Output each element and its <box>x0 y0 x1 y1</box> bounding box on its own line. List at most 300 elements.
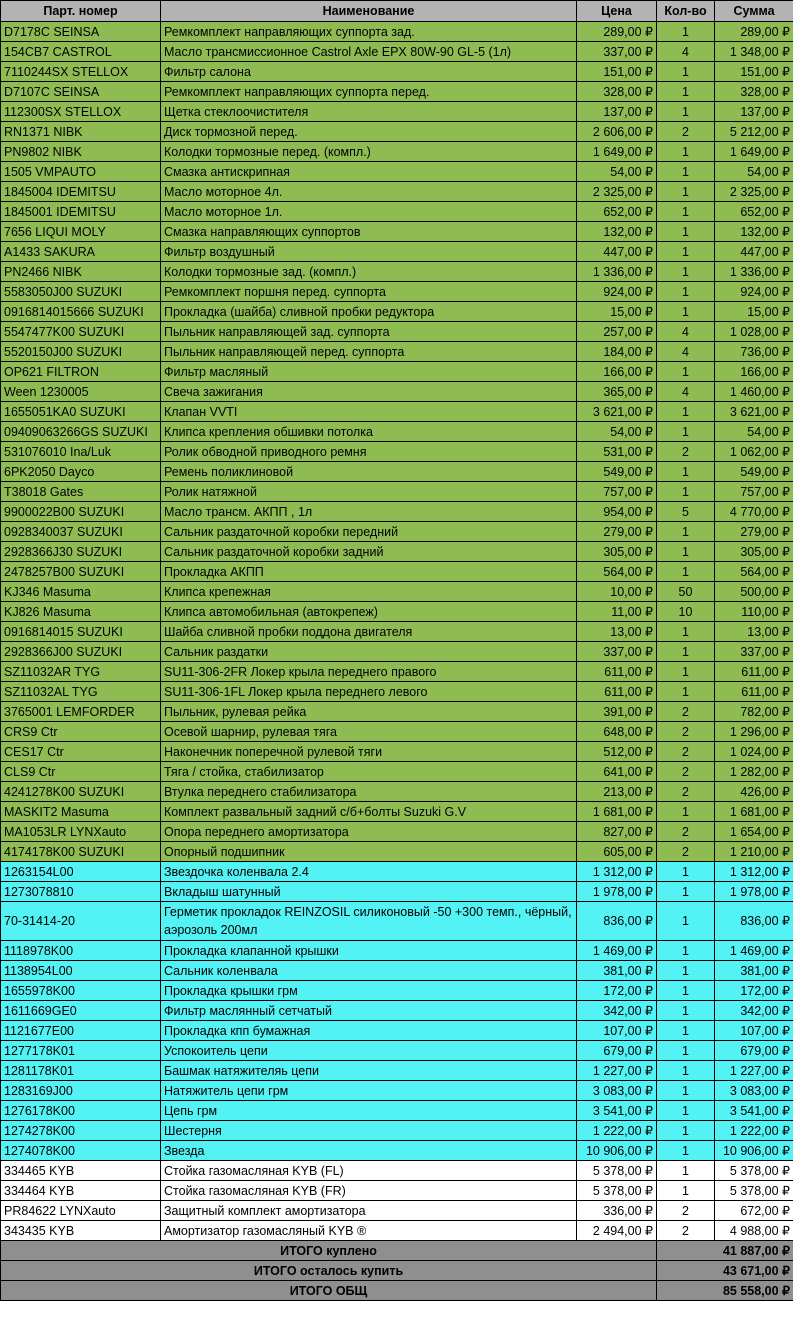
cell-name: Прокладка АКПП <box>161 562 577 582</box>
cell-name: Ремень поликлиновой <box>161 462 577 482</box>
table-row <box>1 462 793 482</box>
cell-qty: 1 <box>657 882 715 902</box>
table-row <box>1 422 793 442</box>
cell-name: Ролик обводной приводного ремня <box>161 442 577 462</box>
cell-price: 3 541,00 ₽ <box>577 1101 657 1121</box>
cell-part-number: 1274078K00 <box>1 1141 161 1161</box>
cell-qty: 1 <box>657 542 715 562</box>
cell-part-number: 112300SX STELLOX <box>1 102 161 122</box>
cell-sum: 4 988,00 ₽ <box>715 1221 793 1241</box>
cell-part-number: RN1371 NIBK <box>1 122 161 142</box>
cell-part-number: 1655051KA0 SUZUKI <box>1 402 161 422</box>
cell-name: Пыльник, рулевая рейка <box>161 702 577 722</box>
table-row <box>1 1061 793 1081</box>
cell-name: Сальник раздатки <box>161 642 577 662</box>
cell-sum: 172,00 ₽ <box>715 981 793 1001</box>
cell-price: 137,00 ₽ <box>577 102 657 122</box>
cell-name: Свеча зажигания <box>161 382 577 402</box>
cell-sum: 166,00 ₽ <box>715 362 793 382</box>
cell-sum: 337,00 ₽ <box>715 642 793 662</box>
cell-sum: 1 024,00 ₽ <box>715 742 793 762</box>
table-row <box>1 602 793 622</box>
cell-name: SU11-306-2FR Локер крыла переднего правого <box>161 662 577 682</box>
cell-price: 1 978,00 ₽ <box>577 882 657 902</box>
cell-sum: 1 282,00 ₽ <box>715 762 793 782</box>
cell-sum: 151,00 ₽ <box>715 62 793 82</box>
table-row <box>1 981 793 1001</box>
cell-sum: 1 062,00 ₽ <box>715 442 793 462</box>
totals-body <box>1 1241 793 1301</box>
cell-price: 1 649,00 ₽ <box>577 142 657 162</box>
table-row <box>1 961 793 981</box>
cell-price: 1 681,00 ₽ <box>577 802 657 822</box>
cell-sum: 1 978,00 ₽ <box>715 882 793 902</box>
cell-part-number: 7656 LIQUI MOLY <box>1 222 161 242</box>
cell-name: Ремкомплект направляющих суппорта перед. <box>161 82 577 102</box>
header-name: Наименование <box>161 1 577 22</box>
cell-qty: 2 <box>657 702 715 722</box>
cell-name: Диск тормозной перед. <box>161 122 577 142</box>
table-row <box>1 1141 793 1161</box>
table-body <box>1 22 793 1241</box>
cell-name: Шестерня <box>161 1121 577 1141</box>
cell-name: Опорный подшипник <box>161 842 577 862</box>
cell-part-number: MA1053LR LYNXauto <box>1 822 161 842</box>
cell-qty: 1 <box>657 1181 715 1201</box>
table-row <box>1 1121 793 1141</box>
cell-sum: 924,00 ₽ <box>715 282 793 302</box>
table-row <box>1 842 793 862</box>
cell-part-number: PR84622 LYNXauto <box>1 1201 161 1221</box>
cell-part-number: CES17 Ctr <box>1 742 161 762</box>
table-row <box>1 142 793 162</box>
cell-sum: 1 649,00 ₽ <box>715 142 793 162</box>
cell-part-number: 9900022B00 SUZUKI <box>1 502 161 522</box>
cell-price: 924,00 ₽ <box>577 282 657 302</box>
cell-sum: 426,00 ₽ <box>715 782 793 802</box>
cell-part-number: 0928340037 SUZUKI <box>1 522 161 542</box>
header-row <box>1 1 793 22</box>
table-row <box>1 262 793 282</box>
cell-name: Клипса автомобильная (автокрепеж) <box>161 602 577 622</box>
header-price: Цена <box>577 1 657 22</box>
header-qty: Кол-во <box>657 1 715 22</box>
cell-sum: 1 460,00 ₽ <box>715 382 793 402</box>
cell-sum: 611,00 ₽ <box>715 662 793 682</box>
cell-sum: 3 541,00 ₽ <box>715 1101 793 1121</box>
cell-name: Клипса крепежная <box>161 582 577 602</box>
cell-qty: 2 <box>657 1221 715 1241</box>
cell-part-number: 1505 VMPAUTO <box>1 162 161 182</box>
cell-sum: 54,00 ₽ <box>715 162 793 182</box>
cell-qty: 1 <box>657 1141 715 1161</box>
cell-price: 757,00 ₽ <box>577 482 657 502</box>
cell-qty: 1 <box>657 902 715 941</box>
cell-qty: 1 <box>657 662 715 682</box>
cell-qty: 1 <box>657 402 715 422</box>
cell-price: 611,00 ₽ <box>577 662 657 682</box>
cell-sum: 836,00 ₽ <box>715 902 793 941</box>
cell-name: Цепь грм <box>161 1101 577 1121</box>
table-row <box>1 742 793 762</box>
cell-name: Масло трансм. АКПП , 1л <box>161 502 577 522</box>
cell-price: 365,00 ₽ <box>577 382 657 402</box>
cell-price: 342,00 ₽ <box>577 1001 657 1021</box>
cell-sum: 289,00 ₽ <box>715 22 793 42</box>
cell-sum: 110,00 ₽ <box>715 602 793 622</box>
table-row <box>1 862 793 882</box>
cell-name: Осевой шарнир, рулевая тяга <box>161 722 577 742</box>
total-row <box>1 1241 793 1261</box>
cell-part-number: KJ346 Masuma <box>1 582 161 602</box>
cell-part-number: SZ11032AL TYG <box>1 682 161 702</box>
cell-sum: 1 348,00 ₽ <box>715 42 793 62</box>
cell-part-number: CRS9 Ctr <box>1 722 161 742</box>
cell-price: 1 312,00 ₽ <box>577 862 657 882</box>
cell-part-number: 1283169J00 <box>1 1081 161 1101</box>
cell-qty: 1 <box>657 682 715 702</box>
cell-qty: 1 <box>657 162 715 182</box>
cell-part-number: 343435 KYB <box>1 1221 161 1241</box>
cell-name: Звездочка коленвала 2.4 <box>161 862 577 882</box>
cell-name: Прокладка крышки грм <box>161 981 577 1001</box>
cell-sum: 500,00 ₽ <box>715 582 793 602</box>
cell-price: 107,00 ₽ <box>577 1021 657 1041</box>
cell-part-number: OP621 FILTRON <box>1 362 161 382</box>
cell-price: 166,00 ₽ <box>577 362 657 382</box>
cell-qty: 2 <box>657 442 715 462</box>
cell-sum: 5 212,00 ₽ <box>715 122 793 142</box>
table-row <box>1 802 793 822</box>
table-row <box>1 702 793 722</box>
table-row <box>1 242 793 262</box>
cell-sum: 1 210,00 ₽ <box>715 842 793 862</box>
table-row <box>1 182 793 202</box>
cell-price: 11,00 ₽ <box>577 602 657 622</box>
cell-price: 172,00 ₽ <box>577 981 657 1001</box>
table-row <box>1 382 793 402</box>
cell-qty: 2 <box>657 762 715 782</box>
cell-price: 605,00 ₽ <box>577 842 657 862</box>
cell-name: Тяга / стойка, стабилизатор <box>161 762 577 782</box>
cell-price: 1 227,00 ₽ <box>577 1061 657 1081</box>
cell-price: 5 378,00 ₽ <box>577 1161 657 1181</box>
cell-name: Башмак натяжителяь цепи <box>161 1061 577 1081</box>
cell-sum: 3 621,00 ₽ <box>715 402 793 422</box>
cell-part-number: 1845004 IDEMITSU <box>1 182 161 202</box>
cell-name: Сальник раздаточной коробки задний <box>161 542 577 562</box>
cell-qty: 1 <box>657 1001 715 1021</box>
cell-name: Фильтр масляный <box>161 362 577 382</box>
cell-qty: 2 <box>657 722 715 742</box>
cell-price: 1 469,00 ₽ <box>577 941 657 961</box>
cell-qty: 1 <box>657 1061 715 1081</box>
table-row <box>1 902 793 941</box>
cell-name: Фильтр воздушный <box>161 242 577 262</box>
cell-sum: 1 681,00 ₽ <box>715 802 793 822</box>
cell-part-number: SZ11032AR TYG <box>1 662 161 682</box>
cell-part-number: 1611669GE0 <box>1 1001 161 1021</box>
cell-sum: 279,00 ₽ <box>715 522 793 542</box>
cell-price: 10,00 ₽ <box>577 582 657 602</box>
cell-sum: 447,00 ₽ <box>715 242 793 262</box>
cell-price: 54,00 ₽ <box>577 162 657 182</box>
cell-price: 337,00 ₽ <box>577 642 657 662</box>
table-row <box>1 202 793 222</box>
cell-price: 15,00 ₽ <box>577 302 657 322</box>
cell-sum: 137,00 ₽ <box>715 102 793 122</box>
cell-part-number: 2928366J00 SUZUKI <box>1 642 161 662</box>
table-row <box>1 941 793 961</box>
cell-part-number: 334465 KYB <box>1 1161 161 1181</box>
cell-sum: 5 378,00 ₽ <box>715 1161 793 1181</box>
cell-price: 3 083,00 ₽ <box>577 1081 657 1101</box>
cell-part-number: D7107C SEINSA <box>1 82 161 102</box>
cell-part-number: 5547477K00 SUZUKI <box>1 322 161 342</box>
cell-price: 531,00 ₽ <box>577 442 657 462</box>
cell-price: 611,00 ₽ <box>577 682 657 702</box>
cell-name: Защитный комплект амортизатора <box>161 1201 577 1221</box>
cell-qty: 1 <box>657 222 715 242</box>
cell-part-number: 70-31414-20 <box>1 902 161 941</box>
cell-qty: 4 <box>657 42 715 62</box>
cell-qty: 1 <box>657 262 715 282</box>
cell-part-number: 1273078810 <box>1 882 161 902</box>
table-row <box>1 1221 793 1241</box>
cell-qty: 2 <box>657 122 715 142</box>
cell-qty: 1 <box>657 1101 715 1121</box>
cell-qty: 10 <box>657 602 715 622</box>
cell-name: Прокладка кпп бумажная <box>161 1021 577 1041</box>
cell-qty: 1 <box>657 622 715 642</box>
cell-name: Наконечник поперечной рулевой тяги <box>161 742 577 762</box>
cell-sum: 1 296,00 ₽ <box>715 722 793 742</box>
cell-part-number: 6PK2050 Dayco <box>1 462 161 482</box>
cell-part-number: 154CB7 CASTROL <box>1 42 161 62</box>
table-row <box>1 722 793 742</box>
cell-sum: 1 222,00 ₽ <box>715 1121 793 1141</box>
table-row <box>1 482 793 502</box>
table-row <box>1 882 793 902</box>
cell-qty: 2 <box>657 782 715 802</box>
cell-price: 54,00 ₽ <box>577 422 657 442</box>
cell-name: Фильтр салона <box>161 62 577 82</box>
cell-name: Пыльник направляющей зад. суппорта <box>161 322 577 342</box>
cell-name: Ролик натяжной <box>161 482 577 502</box>
cell-qty: 50 <box>657 582 715 602</box>
cell-qty: 1 <box>657 1161 715 1181</box>
cell-sum: 1 654,00 ₽ <box>715 822 793 842</box>
cell-qty: 1 <box>657 1021 715 1041</box>
cell-name: Пыльник направляющей перед. суппорта <box>161 342 577 362</box>
cell-price: 836,00 ₽ <box>577 902 657 941</box>
table-row <box>1 102 793 122</box>
cell-sum: 672,00 ₽ <box>715 1201 793 1221</box>
cell-qty: 1 <box>657 482 715 502</box>
cell-price: 391,00 ₽ <box>577 702 657 722</box>
table-row <box>1 302 793 322</box>
table-row <box>1 282 793 302</box>
table-row <box>1 682 793 702</box>
table-row <box>1 82 793 102</box>
cell-name: Стойка газомасляная KYB (FR) <box>161 1181 577 1201</box>
cell-sum: 1 312,00 ₽ <box>715 862 793 882</box>
table-row <box>1 162 793 182</box>
cell-sum: 342,00 ₽ <box>715 1001 793 1021</box>
cell-part-number: 0916814015 SUZUKI <box>1 622 161 642</box>
cell-qty: 1 <box>657 1081 715 1101</box>
cell-part-number: MASKIT2 Masuma <box>1 802 161 822</box>
table-row <box>1 1181 793 1201</box>
table-row <box>1 822 793 842</box>
cell-sum: 10 906,00 ₽ <box>715 1141 793 1161</box>
cell-price: 3 621,00 ₽ <box>577 402 657 422</box>
cell-qty: 2 <box>657 1201 715 1221</box>
cell-sum: 549,00 ₽ <box>715 462 793 482</box>
cell-sum: 736,00 ₽ <box>715 342 793 362</box>
table-row <box>1 222 793 242</box>
cell-name: Успокоитель цепи <box>161 1041 577 1061</box>
cell-qty: 1 <box>657 242 715 262</box>
cell-price: 132,00 ₽ <box>577 222 657 242</box>
cell-qty: 1 <box>657 862 715 882</box>
cell-name: Масло моторное 4л. <box>161 182 577 202</box>
cell-name: Комплект развальный задний с/б+болты Suzuki G.V <box>161 802 577 822</box>
table-row <box>1 322 793 342</box>
cell-part-number: 4241278K00 SUZUKI <box>1 782 161 802</box>
cell-sum: 611,00 ₽ <box>715 682 793 702</box>
cell-qty: 1 <box>657 202 715 222</box>
table-row <box>1 42 793 62</box>
cell-qty: 4 <box>657 342 715 362</box>
cell-part-number: 2478257B00 SUZUKI <box>1 562 161 582</box>
cell-qty: 1 <box>657 642 715 662</box>
table-row <box>1 1161 793 1181</box>
cell-part-number: 09409063266GS SUZUKI <box>1 422 161 442</box>
cell-sum: 1 028,00 ₽ <box>715 322 793 342</box>
cell-sum: 564,00 ₽ <box>715 562 793 582</box>
table-row <box>1 502 793 522</box>
cell-price: 336,00 ₽ <box>577 1201 657 1221</box>
cell-name: Стойка газомасляная KYB (FL) <box>161 1161 577 1181</box>
total-value: 43 671,00 ₽ <box>657 1261 793 1281</box>
cell-qty: 1 <box>657 422 715 442</box>
cell-qty: 1 <box>657 981 715 1001</box>
table-row <box>1 1041 793 1061</box>
cell-name: Амортизатор газомасляный KYB ® <box>161 1221 577 1241</box>
table-row <box>1 1201 793 1221</box>
cell-part-number: 1845001 IDEMITSU <box>1 202 161 222</box>
cell-price: 652,00 ₽ <box>577 202 657 222</box>
table-row <box>1 22 793 42</box>
cell-sum: 4 770,00 ₽ <box>715 502 793 522</box>
cell-name: Смазка антискрипная <box>161 162 577 182</box>
cell-name: Прокладка (шайба) сливной пробки редуктора <box>161 302 577 322</box>
table-row <box>1 1021 793 1041</box>
cell-price: 564,00 ₽ <box>577 562 657 582</box>
cell-part-number: T38018 Gates <box>1 482 161 502</box>
table-row <box>1 622 793 642</box>
cell-price: 151,00 ₽ <box>577 62 657 82</box>
cell-part-number: 531076010 Ina/Luk <box>1 442 161 462</box>
cell-name: Втулка переднего стабилизатора <box>161 782 577 802</box>
cell-part-number: PN9802 NIBK <box>1 142 161 162</box>
cell-sum: 381,00 ₽ <box>715 961 793 981</box>
cell-qty: 2 <box>657 742 715 762</box>
table-row <box>1 562 793 582</box>
cell-qty: 1 <box>657 22 715 42</box>
cell-part-number: 1276178K00 <box>1 1101 161 1121</box>
cell-price: 549,00 ₽ <box>577 462 657 482</box>
cell-qty: 1 <box>657 961 715 981</box>
cell-name: Сальник коленвала <box>161 961 577 981</box>
cell-price: 679,00 ₽ <box>577 1041 657 1061</box>
cell-qty: 5 <box>657 502 715 522</box>
cell-sum: 3 083,00 ₽ <box>715 1081 793 1101</box>
cell-price: 5 378,00 ₽ <box>577 1181 657 1201</box>
cell-sum: 328,00 ₽ <box>715 82 793 102</box>
cell-part-number: 1263154L00 <box>1 862 161 882</box>
cell-qty: 1 <box>657 941 715 961</box>
cell-name: Щетка стеклоочистителя <box>161 102 577 122</box>
cell-name: Вкладыш шатунный <box>161 882 577 902</box>
total-row <box>1 1261 793 1281</box>
cell-qty: 2 <box>657 842 715 862</box>
table-row <box>1 662 793 682</box>
cell-part-number: A1433 SAKURA <box>1 242 161 262</box>
cell-price: 2 325,00 ₽ <box>577 182 657 202</box>
cell-sum: 757,00 ₽ <box>715 482 793 502</box>
cell-name: Клипса крепления обшивки потолка <box>161 422 577 442</box>
header-part-number: Парт. номер <box>1 1 161 22</box>
cell-name: Звезда <box>161 1141 577 1161</box>
cell-qty: 1 <box>657 302 715 322</box>
cell-qty: 1 <box>657 62 715 82</box>
cell-sum: 15,00 ₽ <box>715 302 793 322</box>
cell-part-number: 4174178K00 SUZUKI <box>1 842 161 862</box>
cell-part-number: 1281178K01 <box>1 1061 161 1081</box>
cell-part-number: 1274278K00 <box>1 1121 161 1141</box>
cell-name: Опора переднего амортизатора <box>161 822 577 842</box>
cell-name: Колодки тормозные перед. (компл.) <box>161 142 577 162</box>
cell-qty: 1 <box>657 522 715 542</box>
table-row <box>1 362 793 382</box>
cell-qty: 4 <box>657 382 715 402</box>
cell-qty: 1 <box>657 1121 715 1141</box>
cell-name: Масло трансмиссионное Castrol Axle EPX 80W-90 GL-5 (1л) <box>161 42 577 62</box>
table-row <box>1 762 793 782</box>
cell-price: 10 906,00 ₽ <box>577 1141 657 1161</box>
cell-part-number: 7110244SX STELLOX <box>1 62 161 82</box>
cell-part-number: KJ826 Masuma <box>1 602 161 622</box>
cell-part-number: 1655978K00 <box>1 981 161 1001</box>
cell-part-number: 334464 KYB <box>1 1181 161 1201</box>
cell-part-number: Ween 1230005 <box>1 382 161 402</box>
cell-sum: 1 227,00 ₽ <box>715 1061 793 1081</box>
cell-price: 305,00 ₽ <box>577 542 657 562</box>
cell-sum: 54,00 ₽ <box>715 422 793 442</box>
table-row <box>1 582 793 602</box>
cell-sum: 132,00 ₽ <box>715 222 793 242</box>
cell-qty: 1 <box>657 1041 715 1061</box>
table-row <box>1 402 793 422</box>
cell-price: 1 222,00 ₽ <box>577 1121 657 1141</box>
cell-sum: 782,00 ₽ <box>715 702 793 722</box>
cell-name: Прокладка клапанной крышки <box>161 941 577 961</box>
table-row <box>1 1081 793 1101</box>
cell-name: Колодки тормозные зад. (компл.) <box>161 262 577 282</box>
cell-qty: 1 <box>657 802 715 822</box>
